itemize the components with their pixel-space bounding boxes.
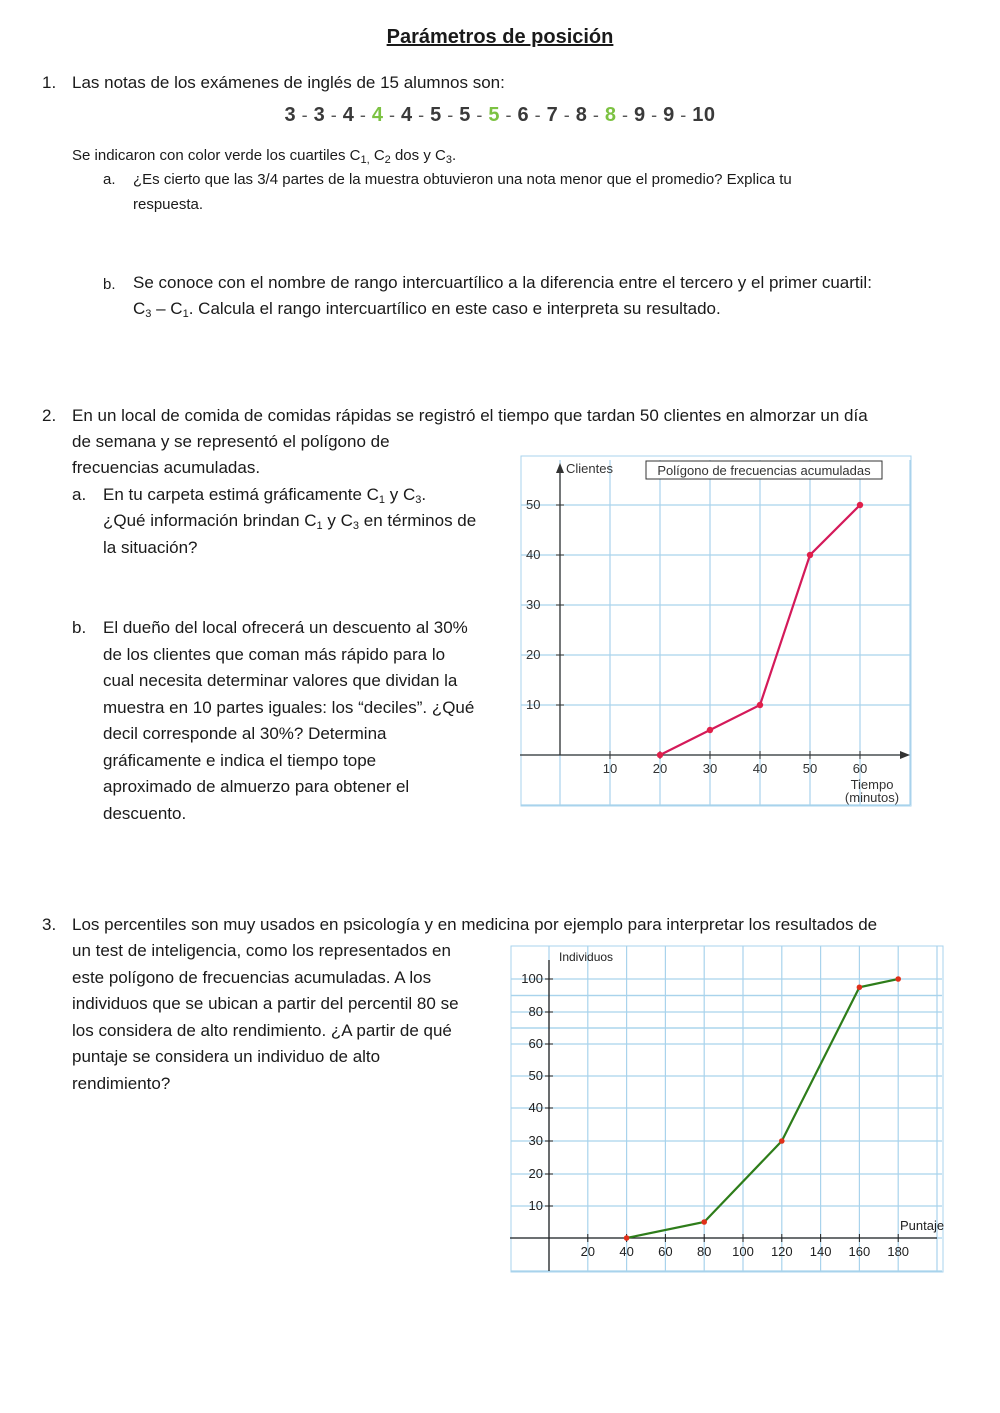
- grade-separator: -: [645, 105, 664, 125]
- y-tick-label: 30: [526, 597, 541, 612]
- q3-body: [72, 938, 459, 1097]
- x-axis-label-unit: (minutos): [844, 790, 900, 805]
- q3-line: este polígono de frecuencias acumuladas. A los: [72, 967, 432, 987]
- chart-title: Polígono de frecuencias acumuladas: [657, 463, 871, 478]
- grade-separator: -: [558, 105, 576, 125]
- grade-value: 9: [663, 104, 675, 126]
- grade-separator: -: [529, 105, 547, 125]
- q1-note-sub: 3: [445, 154, 452, 166]
- x-tick-label: 120: [770, 1244, 793, 1259]
- grade-separator: -: [674, 105, 693, 125]
- data-point: [757, 702, 763, 708]
- x-tick-label: 100: [732, 1244, 754, 1259]
- q2-b-line: de los clientes que coman más rápido para lo: [103, 644, 446, 664]
- q1-number: 1.: [42, 73, 57, 92]
- x-tick-label: 20: [652, 761, 668, 776]
- x-tick-label: 160: [848, 1244, 871, 1259]
- x-tick-label: 40: [752, 761, 768, 776]
- y-tick-label: 80: [528, 1004, 543, 1019]
- q2-a-text: En tu carpeta estimá gráficamente C: [103, 485, 379, 504]
- grade-separator: -: [383, 105, 401, 125]
- grade-value: 5: [459, 104, 471, 126]
- q1-text: Las notas de los exámenes de inglés de 15 alumnos son:: [72, 73, 505, 92]
- y-tick-label: 10: [526, 697, 541, 712]
- grade-value: 7: [546, 104, 559, 126]
- x-tick-label: 180: [887, 1244, 910, 1259]
- data-point: [895, 976, 901, 982]
- data-point: [807, 552, 813, 558]
- x-tick-label: 60: [852, 761, 868, 776]
- x-tick-label: 30: [702, 761, 718, 776]
- q1-note-sub: 1,: [360, 154, 370, 166]
- q1-b-label: b.: [103, 276, 116, 293]
- y-tick-label: 60: [528, 1036, 543, 1051]
- q2-a-line3: la situación?: [103, 538, 198, 557]
- grade-separator: -: [470, 105, 489, 125]
- q3-line: individuos que se ubican a partir del percentil 80 se: [72, 994, 459, 1013]
- y-tick-label: 20: [528, 1166, 543, 1181]
- q2-a-text: ¿Qué información brindan C: [103, 511, 317, 530]
- grade-value: 4: [401, 104, 413, 126]
- q2-b-line: gráficamente e indica el tiempo tope: [103, 750, 377, 770]
- y-tick-label: 10: [528, 1198, 543, 1213]
- q2-b-line: descuento.: [103, 803, 187, 823]
- grade-separator: -: [412, 105, 431, 125]
- q1-a-line1: ¿Es cierto que las 3/4 partes de la muestra obtuvieron una nota menor que el promedio? Explica tu: [133, 171, 792, 188]
- chart-clients-time: [520, 455, 915, 810]
- q2-b-line: cual necesita determinar valores que dividan la: [103, 671, 458, 690]
- q2-a-text: y C: [385, 485, 416, 504]
- q3-line: rendimiento?: [72, 1073, 171, 1093]
- q1-note-text: C: [369, 147, 385, 164]
- data-point: [624, 1235, 630, 1241]
- q3-line: puntaje se considera un individuo de alto: [72, 1047, 381, 1066]
- x-tick-label: 60: [658, 1244, 673, 1259]
- q1-a-line2: respuesta.: [133, 196, 204, 213]
- grade-value: 3: [284, 104, 297, 126]
- q2-a-sub: 3: [352, 520, 360, 532]
- q3-statement-line1: [42, 912, 877, 939]
- x-tick-label: 20: [580, 1244, 596, 1259]
- grade-value: 6: [517, 104, 530, 126]
- data-point: [701, 1219, 707, 1225]
- y-tick-label: 50: [528, 1068, 543, 1083]
- y-axis-label: Clientes: [566, 461, 613, 476]
- x-axis-label: Puntaje: [900, 1218, 945, 1233]
- q1-b-line2: [133, 296, 721, 328]
- grade-value: 8: [575, 104, 588, 126]
- q1-b-text: C: [133, 299, 146, 318]
- q3-text: Los percentiles son muy usados en psicología y en medicina por ejemplo para interpretar los resultados de: [72, 915, 878, 934]
- grade-separator: -: [616, 105, 634, 125]
- q2-b-line: muestra en 10 partes iguales: los “deciles”. ¿Qué: [103, 697, 475, 717]
- grade-separator: -: [354, 105, 372, 125]
- q1-b-text: . Calcula el rango intercuartílico en este caso e interpreta su resultado.: [188, 299, 721, 318]
- q2-statement-line3: frecuencias acumuladas.: [72, 458, 261, 477]
- data-point: [857, 984, 863, 990]
- y-tick-label: 30: [528, 1133, 543, 1148]
- grade-separator: -: [441, 105, 460, 125]
- y-axis-label: Individuos: [559, 950, 614, 964]
- grade-quartile: 8: [604, 104, 617, 126]
- q2-a-text: y C: [322, 511, 353, 530]
- q2-b-text: [103, 615, 474, 827]
- x-tick-label: 80: [696, 1244, 712, 1259]
- grade-value: 9: [634, 104, 646, 126]
- q3-line: un test de inteligencia, como los representados en: [72, 941, 451, 960]
- grade-quartile: 5: [488, 104, 500, 126]
- grade-separator: -: [325, 105, 343, 125]
- x-tick-label: 140: [809, 1244, 832, 1259]
- grade-quartile: 4: [371, 104, 384, 126]
- q3-number: 3.: [42, 915, 57, 934]
- y-tick-label: 40: [528, 1100, 543, 1115]
- grade-separator: -: [500, 105, 518, 125]
- q2-b-line: decil corresponde al 30%? Determina: [103, 724, 387, 743]
- grade-value: 5: [430, 104, 442, 126]
- q2-a-text: en términos de: [359, 511, 477, 530]
- data-point: [657, 752, 663, 758]
- x-tick-label: 10: [602, 761, 618, 776]
- q2-b-line: aproximado de almuerzo para obtener el: [103, 777, 410, 796]
- chart-frame: [521, 456, 911, 806]
- data-point: [707, 727, 713, 733]
- q2-b-line: El dueño del local ofrecerá un descuento al 30%: [103, 618, 468, 637]
- q2-text: En un local de comida de comidas rápidas se registró el tiempo que tardan 50 clientes en almorzar un día: [72, 406, 868, 425]
- q1-b-sub: 3: [145, 308, 152, 320]
- q1-b-line1: Se conoce con el nombre de rango intercuartílico a la diferencia entre el tercero y el primer cuartil:: [133, 273, 872, 292]
- q1-note-text: Se indicaron con color verde los cuartiles C: [72, 147, 361, 164]
- q1-b-sub: 1: [182, 308, 189, 320]
- q1-b-text: – C: [151, 299, 183, 318]
- q1-note-text: .: [451, 147, 457, 164]
- q2-a-sub: 1: [316, 520, 323, 532]
- q2-a-text: .: [421, 485, 427, 504]
- y-tick-label: 20: [526, 647, 541, 662]
- grade-value: 4: [342, 104, 355, 126]
- data-point: [857, 502, 863, 508]
- q1-grades: [0, 104, 1000, 127]
- q1-statement: [42, 70, 505, 97]
- data-point: [779, 1138, 785, 1144]
- x-axis-label: Tiempo: [850, 777, 894, 792]
- grade-value: 10: [692, 104, 716, 126]
- y-tick-label: 50: [526, 497, 541, 512]
- grade-value: 3: [313, 104, 326, 126]
- q1-a-label: a.: [103, 171, 116, 188]
- q2-a-sub: 1: [378, 494, 386, 506]
- chart-individuals-score: [510, 945, 946, 1275]
- q2-a-label: a.: [72, 485, 87, 504]
- y-tick-label: 40: [526, 547, 541, 562]
- x-axis-arrow: [900, 751, 910, 759]
- page-title: Parámetros de posición: [386, 26, 614, 48]
- q2-number: 2.: [42, 406, 57, 425]
- q2-b-label: b.: [72, 618, 87, 637]
- y-tick-label: 100: [521, 971, 543, 986]
- grade-separator: -: [296, 105, 314, 125]
- q1-note-text: dos y C: [390, 147, 446, 164]
- q1-note-sub: 2: [384, 154, 391, 166]
- q2-a-sub: 3: [415, 494, 422, 506]
- y-axis-arrow: [556, 463, 564, 473]
- q2-statement-line2: de semana y se representó el polígono de: [72, 432, 390, 451]
- grade-separator: -: [587, 105, 605, 125]
- q2-statement-line1: [42, 403, 868, 430]
- x-tick-label: 50: [802, 761, 818, 776]
- x-tick-label: 40: [619, 1244, 634, 1259]
- q3-line: los considera de alto rendimiento. ¿A partir de qué: [72, 1020, 452, 1040]
